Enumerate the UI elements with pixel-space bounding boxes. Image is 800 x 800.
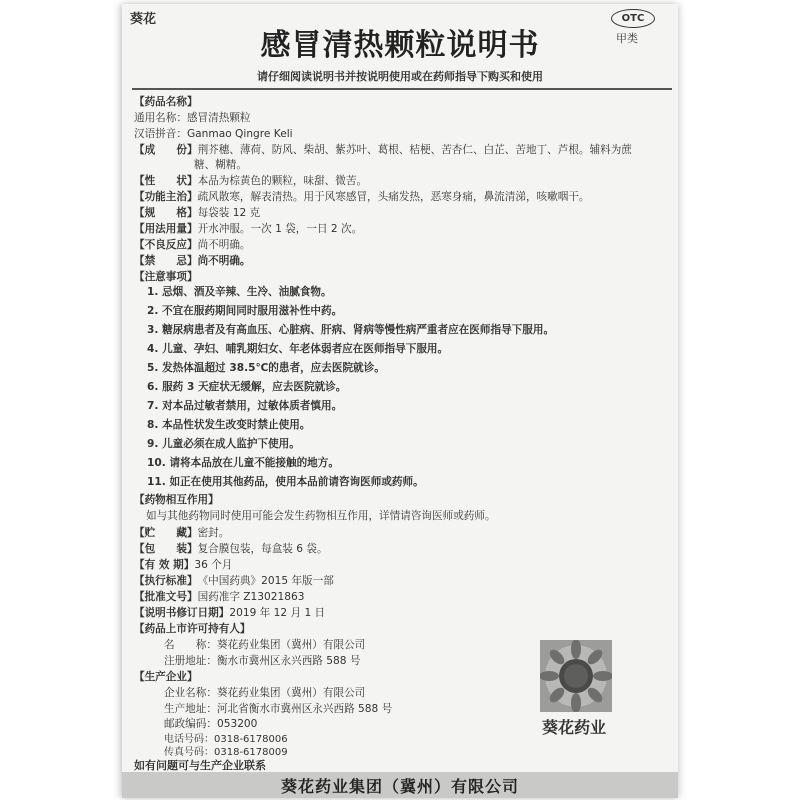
producer-header: 【生产企业】	[134, 671, 198, 683]
contra-row	[134, 253, 251, 268]
package-value: 复合膜包装，每盒装 6 袋。	[197, 543, 328, 555]
producer-addr-row	[164, 701, 392, 716]
holder-header: 【药品上市许可持有人】	[134, 623, 251, 635]
spec-label: 【规 格】	[134, 207, 198, 219]
validity-row	[134, 557, 232, 572]
ingredients-label: 【成 份】	[134, 144, 198, 156]
properties-label: 【性 状】	[134, 175, 198, 187]
category-label: 甲类	[616, 32, 638, 45]
note-item: 9. 儿童必须在成人监护下使用。	[147, 438, 300, 450]
storage-value: 密封。	[197, 527, 230, 539]
pinyin-label: 汉语拼音：	[134, 128, 187, 140]
ingredients-value: 荆芥穗、薄荷、防风、柴胡、紫苏叶、葛根、桔梗、苦杏仁、白芷、苦地丁、芦根。辅料为蔗	[197, 144, 632, 156]
holder-addr-value: 衡水市冀州区永兴西路 588 号	[216, 655, 361, 667]
revised-value: 2019 年 12 月 1 日	[229, 607, 326, 619]
producer-addr-label: 生产地址：	[164, 703, 217, 715]
note-item: 2. 不宜在服药期间同时服用滋补性中药。	[147, 305, 343, 317]
usage-label: 【用法用量】	[134, 223, 198, 235]
contact-line: 如有问题可与生产企业联系	[134, 759, 266, 772]
producer-name-row	[164, 685, 365, 700]
indications-value: 疏风散寒，解表清热。用于风寒感冒，头痛发热，恶寒身痛，鼻流清涕，咳嗽咽干。	[197, 191, 590, 203]
adverse-label: 【不良反应】	[134, 239, 198, 251]
note-item: 7. 对本品过敏者禁用，过敏体质者慎用。	[147, 400, 343, 412]
standard-value: 《中国药典》2015 年版一部	[197, 575, 334, 587]
spec-value: 每袋装 12 克	[197, 207, 261, 219]
producer-name-value: 葵花药业集团（冀州）有限公司	[216, 687, 366, 699]
contra-value: 尚不明确。	[197, 255, 251, 267]
producer-addr-value: 河北省衡水市冀州区永兴西路 588 号	[216, 703, 393, 715]
properties-value: 本品为棕黄色的颗粒，味甜、微苦。	[197, 175, 368, 187]
note-item: 6. 服药 3 天症状无缓解，应去医院就诊。	[147, 381, 347, 393]
phone-value: 0318-6178006	[214, 734, 288, 745]
ingredients-value-cont: 糖、糊精。	[194, 159, 247, 171]
brand-mark-top: 葵花	[130, 12, 157, 27]
otc-badge: OTC	[611, 9, 655, 28]
producer-name-label: 企业名称：	[164, 687, 217, 699]
note-item: 8. 本品性状发生改变时禁止使用。	[147, 419, 311, 431]
indications-label: 【功能主治】	[134, 191, 198, 203]
drug-name-header: 【药品名称】	[134, 96, 198, 108]
storage-label: 【贮 藏】	[134, 527, 198, 539]
adverse-value: 尚不明确。	[197, 239, 251, 251]
holder-name-label: 名 称：	[164, 639, 217, 651]
approval-row	[134, 589, 304, 604]
document-subtitle: 请仔细阅读说明书并按说明使用或在药师指导下购买和使用	[257, 70, 543, 83]
phone-label: 电话号码：	[164, 734, 214, 745]
approval-value: 国药准字 Z13021863	[197, 591, 305, 603]
logo-caption: 葵花药业	[542, 718, 607, 737]
generic-name-value: 感冒清热颗粒	[186, 112, 251, 124]
fax-label: 传真号码：	[164, 747, 214, 758]
note-item: 10. 请将本品放在儿童不能接触的地方。	[147, 457, 339, 469]
note-item: 11. 如正在使用其他药品，使用本品前请咨询医师或药师。	[147, 476, 424, 488]
properties-row	[134, 173, 367, 188]
holder-name-value: 葵花药业集团（冀州）有限公司	[216, 639, 366, 651]
note-item: 1. 忌烟、酒及辛辣、生冷、油腻食物。	[147, 286, 332, 298]
notes-header: 【注意事项】	[134, 271, 198, 283]
validity-label: 【有 效 期】	[134, 559, 195, 571]
indications-row	[134, 189, 590, 204]
holder-name-row	[164, 637, 365, 652]
standard-row	[134, 573, 334, 588]
holder-addr-row	[164, 653, 360, 668]
storage-row	[134, 525, 229, 540]
fax-row	[164, 743, 288, 758]
pinyin-row	[134, 126, 293, 141]
package-row	[134, 541, 328, 556]
ingredients-row	[134, 142, 632, 157]
spec-row	[134, 205, 260, 220]
note-item: 5. 发热体温超过 38.5℃的患者，应去医院就诊。	[147, 362, 385, 374]
title-divider	[132, 88, 672, 90]
interaction-header: 【药物相互作用】	[134, 494, 219, 506]
fax-value: 0318-6178009	[214, 747, 288, 758]
generic-name-label: 通用名称：	[134, 112, 187, 124]
usage-value: 开水冲服。一次 1 袋，一日 2 次。	[197, 223, 363, 235]
revised-label: 【说明书修订日期】	[134, 607, 230, 619]
generic-name-row	[134, 110, 251, 125]
document-title: 感冒清热颗粒说明书	[260, 28, 540, 63]
sunflower-logo-image	[540, 640, 612, 712]
package-label: 【包 装】	[134, 543, 198, 555]
standard-label: 【执行标准】	[134, 575, 198, 587]
approval-label: 【批准文号】	[134, 591, 198, 603]
postcode-value: 053200	[216, 718, 258, 730]
pinyin-value: Ganmao Qingre Keli	[186, 128, 293, 140]
adverse-row	[134, 237, 251, 252]
interaction-value: 如与其他药物同时使用可能会发生药物相互作用，详情请咨询医师或药师。	[146, 510, 496, 522]
postcode-row	[164, 716, 257, 731]
note-item: 3. 糖尿病患者及有高血压、心脏病、肝病、肾病等慢性病严重者应在医师指导下服用。	[147, 324, 555, 336]
note-item: 4. 儿童、孕妇、哺乳期妇女、年老体弱者应在医师指导下服用。	[147, 343, 449, 355]
validity-value: 36 个月	[194, 559, 233, 571]
revised-row	[134, 605, 325, 620]
contra-label: 【禁 忌】	[134, 255, 198, 267]
holder-addr-label: 注册地址：	[164, 655, 217, 667]
footer-company: 葵花药业集团（冀州）有限公司	[280, 777, 519, 796]
usage-row	[134, 221, 362, 236]
postcode-label: 邮政编码：	[164, 718, 217, 730]
